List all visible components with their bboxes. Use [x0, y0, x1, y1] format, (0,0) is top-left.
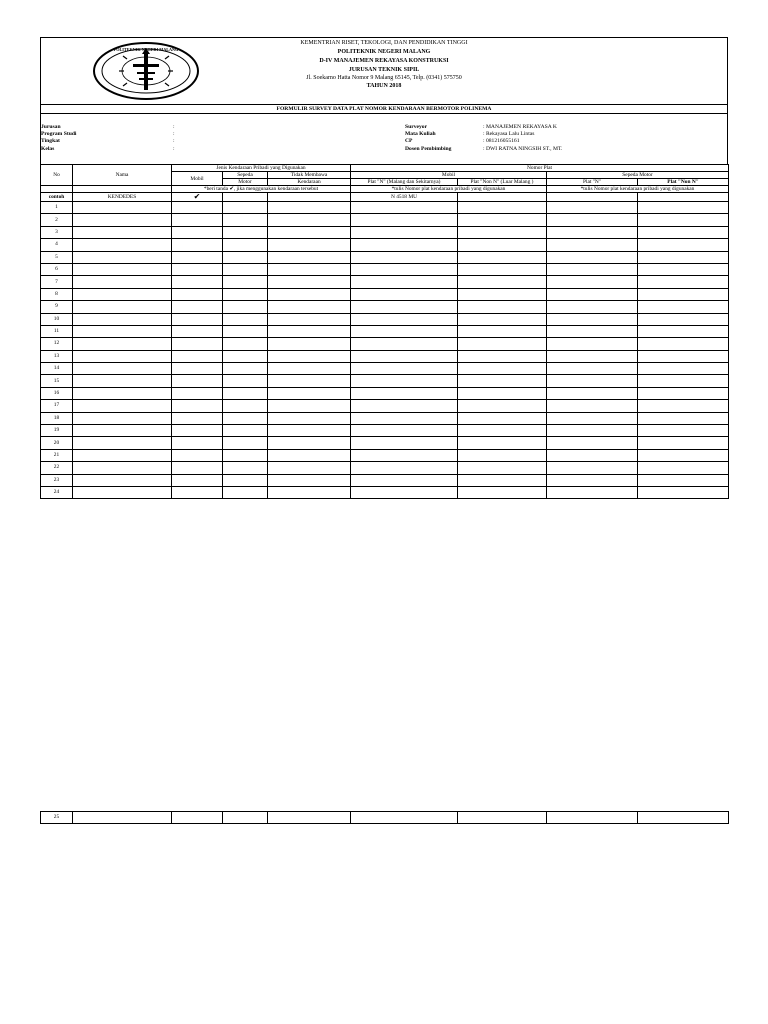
example-check-icon: ✔	[172, 193, 223, 202]
table-cell[interactable]	[351, 363, 458, 375]
table-cell[interactable]	[73, 276, 172, 288]
table-row	[41, 338, 729, 350]
table-cell[interactable]	[351, 350, 458, 362]
table-cell[interactable]	[638, 375, 729, 387]
table-row	[41, 214, 729, 226]
table-cell[interactable]	[172, 449, 223, 461]
table-cell[interactable]	[268, 486, 351, 498]
table-cell[interactable]	[172, 486, 223, 498]
table-cell[interactable]	[73, 202, 172, 214]
table-cell[interactable]	[223, 449, 268, 461]
data-rows	[41, 202, 729, 499]
info-value-jurusan: :	[173, 124, 175, 130]
table-cell[interactable]	[638, 412, 729, 424]
header-tidak-l2: Kendaraan	[268, 179, 351, 186]
table-cell[interactable]	[638, 449, 729, 461]
table-cell[interactable]	[547, 425, 638, 437]
table-cell[interactable]	[458, 474, 547, 486]
logo-text: POLITEKNIK NEGERI MALANG	[113, 47, 179, 52]
row-number: 24	[41, 486, 73, 498]
table-row	[41, 350, 729, 362]
table-cell[interactable]	[351, 486, 458, 498]
table-row	[41, 425, 729, 437]
table-cell[interactable]	[547, 338, 638, 350]
table-cell[interactable]	[351, 214, 458, 226]
header-nomor-plat: Nomor Plat	[351, 165, 729, 172]
table-cell[interactable]	[73, 449, 172, 461]
table-cell[interactable]	[351, 263, 458, 275]
header-no: No	[41, 165, 73, 186]
table-cell[interactable]	[638, 462, 729, 474]
table-cell[interactable]	[547, 226, 638, 238]
table-cell[interactable]	[172, 263, 223, 275]
table-cell[interactable]	[172, 313, 223, 325]
table-cell[interactable]	[223, 325, 268, 337]
table-cell[interactable]	[638, 214, 729, 226]
table-cell[interactable]	[73, 400, 172, 412]
header-sepeda-l2: Motor	[223, 179, 268, 186]
table-cell[interactable]	[458, 226, 547, 238]
table-cell[interactable]	[73, 338, 172, 350]
header-tidak-l1: Tidak Membawa	[268, 172, 351, 179]
address-line: Jl. Soekarno Hatta Nomor 9 Malang 65145, Telp. (0341) 575750	[306, 75, 462, 81]
table-cell[interactable]	[458, 363, 547, 375]
table-cell[interactable]	[458, 325, 547, 337]
row-number: 7	[41, 276, 73, 288]
table-cell[interactable]	[172, 387, 223, 399]
table-cell[interactable]	[638, 425, 729, 437]
table-cell[interactable]	[351, 202, 458, 214]
table-row	[41, 202, 729, 214]
table-cell[interactable]	[223, 462, 268, 474]
table-cell[interactable]	[268, 449, 351, 461]
table-cell[interactable]	[73, 387, 172, 399]
table-cell[interactable]	[547, 437, 638, 449]
table-cell[interactable]	[351, 400, 458, 412]
table-cell[interactable]	[458, 412, 547, 424]
table-cell[interactable]	[351, 425, 458, 437]
table-cell[interactable]	[638, 350, 729, 362]
table-cell[interactable]	[172, 338, 223, 350]
table-cell[interactable]	[638, 301, 729, 313]
table-cell[interactable]	[547, 363, 638, 375]
table-row	[41, 437, 729, 449]
table-row	[41, 239, 729, 251]
table-cell[interactable]	[458, 338, 547, 350]
row-number: 11	[41, 325, 73, 337]
row-number: 8	[41, 288, 73, 300]
row-number: 22	[41, 462, 73, 474]
table-cell[interactable]	[351, 338, 458, 350]
row-number: 23	[41, 474, 73, 486]
table-cell[interactable]	[268, 263, 351, 275]
table-cell[interactable]	[172, 276, 223, 288]
table-cell[interactable]	[547, 449, 638, 461]
table-cell[interactable]	[268, 276, 351, 288]
table-cell[interactable]	[351, 462, 458, 474]
table-cell[interactable]	[458, 486, 547, 498]
table-cell[interactable]	[458, 288, 547, 300]
table-cell[interactable]	[547, 486, 638, 498]
info-block	[40, 114, 728, 164]
info-label-dosen: Dosen Pembimbing	[405, 145, 452, 152]
table-cell[interactable]	[351, 325, 458, 337]
table-cell[interactable]	[268, 239, 351, 251]
table-cell[interactable]	[547, 214, 638, 226]
table-cell[interactable]	[172, 214, 223, 226]
header-plat-mobil-n: Plat "N" (Malang dan Sekitarnya)	[351, 179, 458, 186]
table-cell[interactable]	[223, 486, 268, 498]
table-cell[interactable]	[172, 363, 223, 375]
table-cell[interactable]	[458, 214, 547, 226]
info-label-prodi: Program Studi	[41, 131, 77, 138]
info-value-tingkat: :	[173, 138, 175, 145]
table-cell[interactable]	[351, 276, 458, 288]
table-cell[interactable]	[547, 400, 638, 412]
table-cell[interactable]	[458, 449, 547, 461]
department-name: JURUSAN TEKNIK SIPIL	[348, 67, 420, 73]
table-cell[interactable]	[638, 363, 729, 375]
row-number: 6	[41, 263, 73, 275]
table-cell[interactable]	[73, 350, 172, 362]
header-plat-motor-n: Plat "N"	[547, 179, 638, 186]
table-cell[interactable]	[172, 462, 223, 474]
table-cell[interactable]	[268, 288, 351, 300]
table-cell[interactable]	[73, 301, 172, 313]
table-cell[interactable]	[223, 202, 268, 214]
table-cell[interactable]	[172, 301, 223, 313]
table-row	[41, 288, 729, 300]
table-cell[interactable]	[223, 263, 268, 275]
table-cell[interactable]	[223, 214, 268, 226]
header-plat-mobil: Mobil	[351, 172, 547, 179]
table-cell[interactable]	[172, 239, 223, 251]
table-cell[interactable]	[223, 363, 268, 375]
row-number: 12	[41, 338, 73, 350]
survey-table-page2	[40, 811, 729, 824]
table-cell[interactable]	[172, 400, 223, 412]
table-cell[interactable]	[268, 400, 351, 412]
table-cell[interactable]	[638, 338, 729, 350]
table-row	[41, 412, 729, 424]
table-row	[41, 363, 729, 375]
table-cell[interactable]	[172, 202, 223, 214]
table-row	[41, 449, 729, 461]
table-cell[interactable]	[73, 363, 172, 375]
row-number: 13	[41, 350, 73, 362]
table-cell[interactable]	[172, 226, 223, 238]
table-cell[interactable]	[638, 239, 729, 251]
header-nama: Nama	[73, 165, 172, 186]
letterhead	[40, 37, 728, 104]
table-cell[interactable]	[223, 226, 268, 238]
table-cell[interactable]	[268, 338, 351, 350]
table-cell[interactable]	[458, 263, 547, 275]
header-jenis-group: Jenis Kendaraan Pribadi yang Digunakan	[172, 165, 351, 172]
table-cell[interactable]	[223, 239, 268, 251]
survey-table	[40, 164, 729, 499]
table-cell[interactable]	[223, 412, 268, 424]
table-cell[interactable]	[547, 412, 638, 424]
table-cell[interactable]	[223, 437, 268, 449]
table-cell[interactable]	[638, 437, 729, 449]
table-cell[interactable]	[73, 251, 172, 263]
table-cell[interactable]	[268, 412, 351, 424]
table-cell[interactable]	[223, 425, 268, 437]
table-row	[41, 462, 729, 474]
table-cell[interactable]	[73, 226, 172, 238]
table-cell[interactable]	[268, 425, 351, 437]
row-number: 17	[41, 400, 73, 412]
table-cell[interactable]	[268, 313, 351, 325]
table-row	[41, 276, 729, 288]
table-cell[interactable]	[172, 437, 223, 449]
info-label-jurusan: Jurusan	[41, 124, 61, 130]
header-mobil: Mobil	[172, 172, 223, 186]
info-label-surveyor: Surveyor	[405, 124, 428, 130]
table-cell[interactable]	[268, 462, 351, 474]
table-row	[41, 251, 729, 263]
row-number: 21	[41, 449, 73, 461]
header-sepeda-l1: Sepeda	[223, 172, 268, 179]
table-cell[interactable]	[172, 474, 223, 486]
table-cell[interactable]	[547, 313, 638, 325]
info-value-matakuliah: : Rekayasa Lalu Lintas	[483, 131, 535, 138]
info-value-prodi: :	[173, 131, 175, 138]
table-cell[interactable]	[547, 202, 638, 214]
table-cell[interactable]	[73, 263, 172, 275]
table-cell[interactable]	[458, 437, 547, 449]
form-title: FORMULIR SURVEY DATA PLAT NOMOR KENDARAAN BERMOTOR POLINEMA	[40, 104, 728, 114]
table-cell[interactable]	[547, 239, 638, 251]
table-cell[interactable]	[547, 462, 638, 474]
table-cell[interactable]	[223, 387, 268, 399]
table-cell[interactable]	[172, 288, 223, 300]
table-cell[interactable]	[458, 239, 547, 251]
table-cell[interactable]	[458, 350, 547, 362]
info-label-tingkat: Tingkat	[41, 138, 60, 145]
table-cell[interactable]	[351, 239, 458, 251]
institution-name: POLITEKNIK NEGERI MALANG	[337, 49, 431, 55]
table-cell[interactable]	[458, 251, 547, 263]
table-cell[interactable]	[172, 251, 223, 263]
year-label: TAHUN 2018	[366, 83, 402, 89]
table-row	[41, 812, 729, 824]
table-cell[interactable]	[351, 387, 458, 399]
table-row	[41, 301, 729, 313]
table-cell[interactable]	[73, 239, 172, 251]
table-row	[41, 313, 729, 325]
row-number: 18	[41, 412, 73, 424]
table-row	[41, 387, 729, 399]
table-cell[interactable]	[351, 301, 458, 313]
table-cell[interactable]	[351, 313, 458, 325]
row-number: 16	[41, 387, 73, 399]
table-cell[interactable]	[268, 301, 351, 313]
table-cell[interactable]	[73, 313, 172, 325]
table-cell[interactable]	[638, 202, 729, 214]
ministry-name: KEMENTRIAN RISET, TEKOLOGI, DAN PENDIDIKAN TINGGI	[300, 40, 468, 46]
info-value-cp: : 081216055161	[483, 138, 520, 145]
table-cell[interactable]	[638, 313, 729, 325]
row-number: 3	[41, 226, 73, 238]
row-number: 14	[41, 363, 73, 375]
table-cell[interactable]	[172, 375, 223, 387]
table-cell[interactable]	[268, 202, 351, 214]
header-plat-motor-non: Plat "Non N"	[638, 179, 729, 186]
row-number: 15	[41, 375, 73, 387]
row-number: 19	[41, 425, 73, 437]
info-label-matakuliah: Mata Kuliah	[405, 131, 436, 138]
table-cell[interactable]	[547, 474, 638, 486]
table-cell[interactable]	[268, 350, 351, 362]
table-row	[41, 375, 729, 387]
table-cell[interactable]	[458, 387, 547, 399]
table-cell[interactable]	[351, 226, 458, 238]
table-cell[interactable]	[547, 251, 638, 263]
table-row	[41, 263, 729, 275]
table-cell[interactable]	[73, 214, 172, 226]
example-nama: KENDEDES	[73, 193, 172, 202]
table-row	[41, 486, 729, 498]
table-row	[41, 400, 729, 412]
table-cell[interactable]	[223, 375, 268, 387]
info-value-kelas: :	[173, 145, 175, 152]
table-cell[interactable]	[547, 301, 638, 313]
table-cell[interactable]	[638, 325, 729, 337]
row-number: 10	[41, 313, 73, 325]
table-cell[interactable]	[638, 400, 729, 412]
row-number: 2	[41, 214, 73, 226]
table-cell[interactable]	[351, 474, 458, 486]
example-no: contoh	[41, 193, 73, 202]
table-cell[interactable]	[73, 288, 172, 300]
survey-sheet	[40, 37, 728, 499]
info-value-dosen: : DWI RATNA NINGSIH ST., MT.	[483, 145, 563, 152]
row-number: 25	[41, 812, 73, 824]
row-number: 5	[41, 251, 73, 263]
table-cell[interactable]	[223, 474, 268, 486]
table-cell[interactable]	[223, 313, 268, 325]
note-plat-motor: *tulis Nomor plat kendaraan pribadi yang digunakan	[547, 186, 729, 193]
table-cell[interactable]	[73, 412, 172, 424]
table-cell[interactable]	[458, 276, 547, 288]
info-label-kelas: Kelas	[41, 145, 55, 152]
row-number: 1	[41, 202, 73, 214]
info-value-surveyor: : MANAJEMEN REKAYASA K	[483, 124, 557, 130]
table-cell[interactable]	[223, 338, 268, 350]
table-cell[interactable]	[351, 251, 458, 263]
table-cell[interactable]	[547, 276, 638, 288]
table-cell[interactable]	[73, 325, 172, 337]
table-cell[interactable]	[223, 350, 268, 362]
table-cell[interactable]	[638, 474, 729, 486]
table-cell[interactable]	[458, 313, 547, 325]
table-cell[interactable]	[73, 474, 172, 486]
table-cell[interactable]	[547, 325, 638, 337]
table-cell[interactable]	[268, 325, 351, 337]
table-cell[interactable]	[638, 276, 729, 288]
table-cell[interactable]	[638, 263, 729, 275]
table-cell[interactable]	[73, 425, 172, 437]
table-cell[interactable]	[73, 375, 172, 387]
table-cell[interactable]	[172, 350, 223, 362]
header-plat-mobil-non: Plat "Non N" (Luar Malang )	[458, 179, 547, 186]
row-number: 9	[41, 301, 73, 313]
table-cell[interactable]	[458, 400, 547, 412]
table-cell[interactable]	[223, 251, 268, 263]
table-cell[interactable]	[638, 251, 729, 263]
table-cell[interactable]	[638, 226, 729, 238]
table-cell[interactable]	[351, 437, 458, 449]
table-row	[41, 474, 729, 486]
table-cell[interactable]	[351, 288, 458, 300]
info-label-cp: CP	[405, 138, 413, 145]
table-cell[interactable]	[638, 387, 729, 399]
table-cell[interactable]	[268, 251, 351, 263]
table-cell[interactable]	[268, 387, 351, 399]
table-cell[interactable]	[458, 462, 547, 474]
table-cell[interactable]	[458, 425, 547, 437]
table-cell[interactable]	[351, 412, 458, 424]
table-cell[interactable]	[458, 375, 547, 387]
table-cell[interactable]	[223, 276, 268, 288]
table-cell[interactable]	[268, 214, 351, 226]
table-cell[interactable]	[638, 288, 729, 300]
table-cell[interactable]	[172, 325, 223, 337]
table-cell[interactable]	[268, 474, 351, 486]
table-cell[interactable]	[268, 375, 351, 387]
table-cell[interactable]	[223, 288, 268, 300]
table-cell[interactable]	[547, 387, 638, 399]
note-jenis: *beri tanda ✔, jika menggunakan kendaraan tersebut	[172, 186, 351, 193]
table-row	[41, 325, 729, 337]
table-cell[interactable]	[223, 301, 268, 313]
table-cell[interactable]	[638, 486, 729, 498]
example-row	[41, 193, 729, 202]
table-cell[interactable]	[268, 437, 351, 449]
row-number: 20	[41, 437, 73, 449]
table-cell[interactable]	[223, 400, 268, 412]
table-cell[interactable]	[351, 449, 458, 461]
note-plat-mobil: *tulis Nomor plat kendaraan pribadi yang digunakan	[351, 186, 547, 193]
table-cell[interactable]	[547, 263, 638, 275]
table-cell[interactable]	[172, 425, 223, 437]
table-row	[41, 226, 729, 238]
table-cell[interactable]	[73, 486, 172, 498]
program-name: D-IV MANAJEMEN REKAYASA KONSTRUKSI	[319, 58, 449, 64]
table-cell[interactable]	[547, 350, 638, 362]
table-cell[interactable]	[351, 375, 458, 387]
header-plat-motor: Sepeda Motor	[547, 172, 729, 179]
table-cell[interactable]	[547, 288, 638, 300]
table-cell[interactable]	[73, 437, 172, 449]
table-cell[interactable]	[547, 375, 638, 387]
row-number: 4	[41, 239, 73, 251]
table-cell[interactable]	[268, 226, 351, 238]
table-cell[interactable]	[458, 202, 547, 214]
table-cell[interactable]	[172, 412, 223, 424]
example-plat: N 4518 MU	[351, 193, 458, 202]
table-cell[interactable]	[268, 363, 351, 375]
table-cell[interactable]	[458, 301, 547, 313]
table-cell[interactable]	[73, 462, 172, 474]
